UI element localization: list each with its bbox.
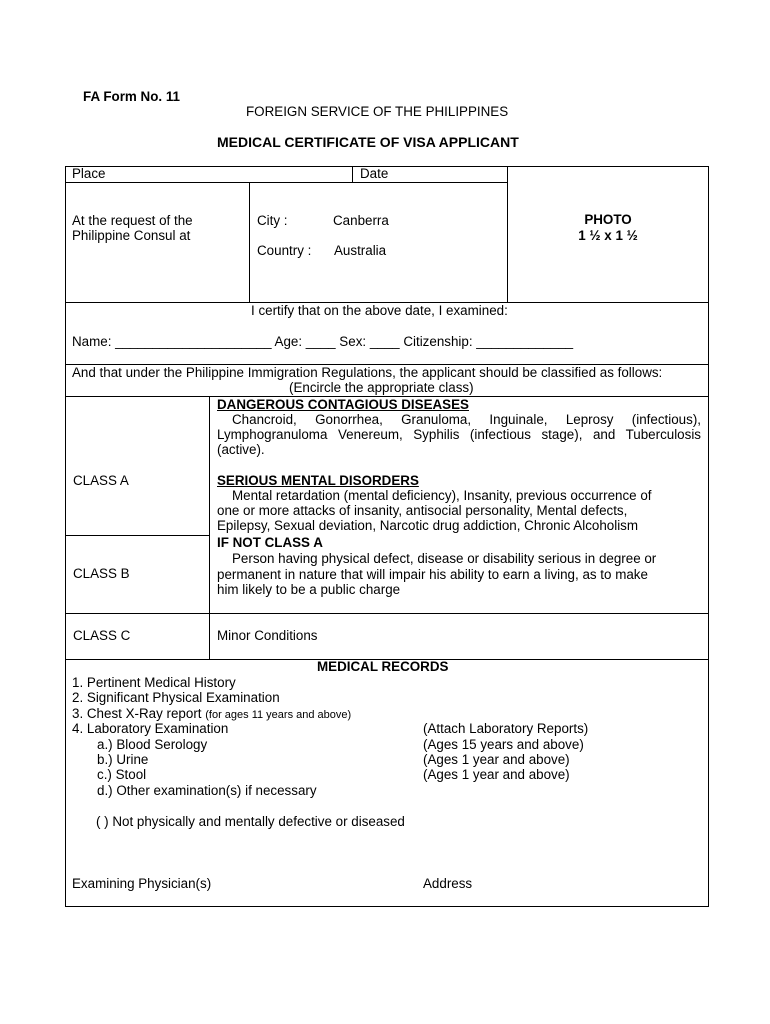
country-value: Australia (334, 243, 387, 258)
lab-blood-serology: a.) Blood Serology (97, 737, 208, 752)
lab-stool: c.) Stool (97, 767, 147, 782)
certify-statement: I certify that on the above date, I examined: (251, 303, 508, 318)
classification-instruction: (Encircle the appropriate class) (289, 380, 474, 395)
photo-size: 1 ½ x 1 ½ (578, 228, 638, 243)
lab-urine-note: (Ages 1 year and above) (423, 752, 570, 767)
country-label: Country : (257, 243, 312, 258)
address-label: Address (423, 876, 473, 891)
lab-urine: b.) Urine (97, 752, 149, 767)
class-b-line1: Person having physical defect, disease or disability serious in degree or (232, 551, 657, 566)
record-item-4: 4. Laboratory Examination (72, 721, 229, 736)
applicant-fields: Name: _____________________ Age: ____ Sex: ____ Citizenship: _____________ (72, 334, 574, 349)
mental-disorders-line1: Mental retardation (mental deficiency), Insanity, previous occurrence of (232, 488, 652, 503)
lab-stool-note: (Ages 1 year and above) (423, 767, 570, 782)
lab-blood-serology-note: (Ages 15 years and above) (423, 737, 584, 752)
place-label: Place (72, 166, 106, 181)
class-c-text: Minor Conditions (217, 628, 318, 643)
lab-other: d.) Other examination(s) if necessary (97, 783, 317, 798)
record-item-3-note: (for ages 11 years and above) (205, 709, 352, 721)
class-b-line2: permanent in nature that will impair his ability to earn a living, as to make (217, 567, 648, 582)
mental-disorders-line2: one or more attacks of insanity, antisocial personality, Mental defects, (217, 503, 628, 518)
mental-disorders-heading: SERIOUS MENTAL DISORDERS (217, 473, 419, 488)
city-value: Canberra (333, 213, 389, 228)
date-label: Date (360, 166, 389, 181)
request-text-line1: At the request of the (72, 213, 193, 228)
classification-statement: And that under the Philippine Immigration Regulations, the applicant should be classified as follows: (72, 365, 663, 380)
request-text-line2: Philippine Consul at (72, 228, 191, 243)
class-b-label: CLASS B (73, 566, 130, 581)
not-defective-checkbox[interactable]: ( ) Not physically and mentally defective or diseased (96, 814, 405, 829)
agency-name: FOREIGN SERVICE OF THE PHILIPPINES (246, 104, 509, 119)
class-b-heading: IF NOT CLASS A (217, 535, 323, 550)
dangerous-diseases-heading: DANGEROUS CONTAGIOUS DISEASES (217, 397, 469, 412)
medical-records-heading: MEDICAL RECORDS (317, 659, 449, 674)
photo-label: PHOTO (584, 212, 632, 227)
mental-disorders-line3: Epilepsy, Sexual deviation, Narcotic drug addiction, Chronic Alcoholism (217, 518, 639, 533)
class-b-line3: him likely to be a public charge (217, 582, 401, 597)
city-label: City : (257, 213, 288, 228)
dangerous-diseases-line3: (active). (217, 442, 265, 457)
record-item-2: 2. Significant Physical Examination (72, 690, 280, 705)
dangerous-diseases-line2: Lymphogranuloma Venereum, Syphilis (infectious stage), and Tuberculosis (217, 427, 701, 442)
document-title: MEDICAL CERTIFICATE OF VISA APPLICANT (217, 134, 519, 150)
class-c-label: CLASS C (73, 628, 131, 643)
dangerous-diseases-line1: Chancroid, Gonorrhea, Granuloma, Inguinale, Leprosy (infectious), (232, 412, 701, 427)
class-a-label: CLASS A (73, 473, 129, 488)
record-item-4-note: (Attach Laboratory Reports) (423, 721, 589, 736)
form-number: FA Form No. 11 (83, 89, 180, 104)
record-item-3-label: 3. Chest X-Ray report (72, 706, 202, 721)
examining-physician-label: Examining Physician(s) (72, 876, 212, 891)
record-item-1: 1. Pertinent Medical History (72, 675, 236, 690)
